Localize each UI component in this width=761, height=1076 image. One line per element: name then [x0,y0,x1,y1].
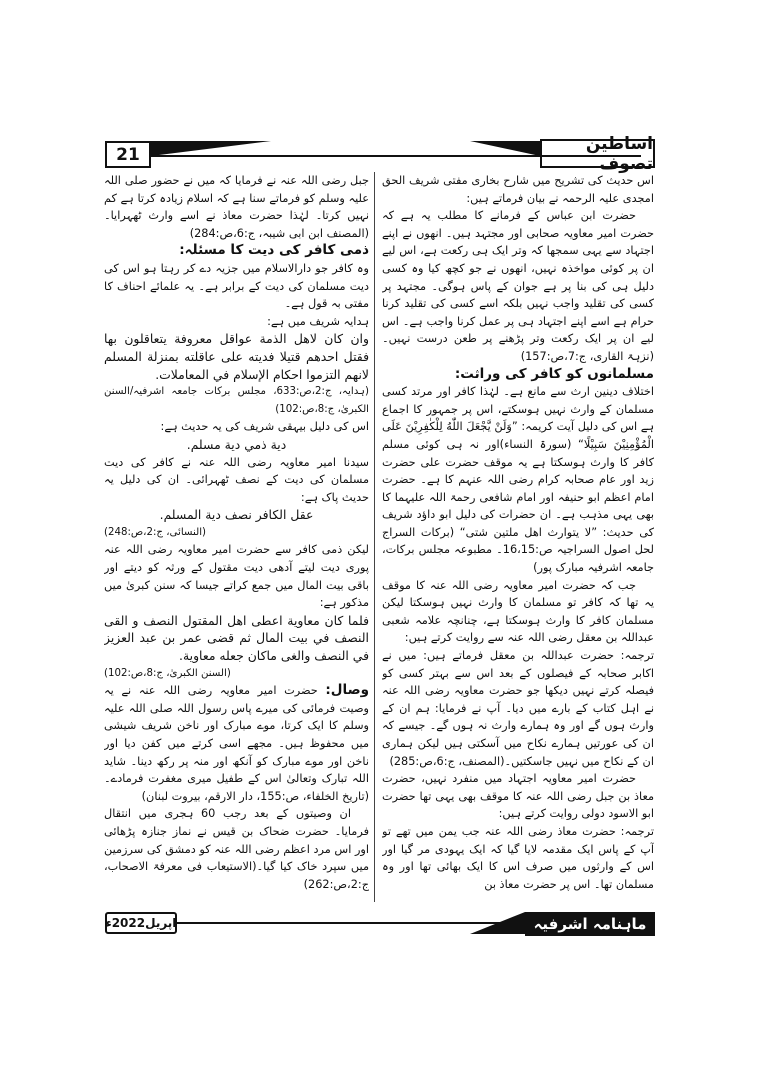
left-ref-hidaya: (ہدایہ، ج:2،ص:633، مجلس برکات جامعہ اشرفیہ/السنن الکبریٰ، ج:8،ص:102) [104,386,369,415]
left-arabic-sunan: فلما كان معاوية اعطى اهل المقتول النصف و القى النصف في بيت المال ثم قضى عمر بن عبد العزيز في النصف والغى ماكان جعله معاوية. [104,612,369,664]
footer-wedge [470,912,525,934]
right-heading-inheritance: مسلمانوں کو کافر کی وراثت: [454,365,654,382]
header-left-wedge [151,141,271,156]
left-arabic-aql: عقل الكافر نصف دية المسلم. [159,507,314,523]
left-text-wisal: حضرت امیر معاویہ رضی اللہ عنہ نے یہ وصیت فرمائی کی میرے پاس رسول اللہ صلی اللہ علیہ وسلم کا ایک کرتا، موے مبارک اور ناخن شریف شیشی میں محفوظ ہیں۔ مجھے اسی کرتے میں کفن دیا اور ناخن اور موے مبارک کو آنکھ اور منہ پر رکھ دینا۔ شاید اللہ تبارک وتعالیٰ اس کے طفیل میری مغفرت فرمادے۔(تاریخ الخلفاء، ص:155، دار الارقم، بیروت لبنان) [104,684,369,803]
right-para-muadh: حضرت امیر معاویہ اجتہاد میں منفرد نہیں، حضرت معاذ بن جبل رضی اللہ عنہ کا موقف بھی یہی تھا حضرت ابو الاسود دولی روایت کرتے ہیں: [382,772,654,821]
page-number: 21 [116,144,140,165]
right-para-muawiya-stance: جب کہ حضرت امیر معاویہ رضی اللہ عنہ کا موقف یہ تھا کہ کافر تو مسلمان کا وارث نہیں ہوسکتا لیکن مسلمان کافر کا وارث ہوسکتا ہے، چنانچہ علامہ شعبی عبداللہ بن معقل رضی اللہ عنہ سے روایت کرتے ہیں: [382,578,654,645]
right-para-ibn-abbas: حضرت ابن عباس کے فرمانے کا مطلب یہ ہے کہ حضرت امیر معاویہ صحابی اور مجتہد ہیں۔ انھوں نے اپنے اجتہاد سے یہی سمجھا کہ وتر ایک ہی رکعت ہے، اس لیے ان پر کوئی مواخذہ نہیں، انھوں نے جو کچھ کیا وہ کسی دلیل ہی کی بنا پر ہے جوان کے پاس ہوگی۔ مجتہد پر کسی کی تقلید واجب نہیں بلکہ اسے کسی کی تقلید کرنا حرام ہے اسے اپنے اجتہاد ہی پر عمل کرنا واجب ہے۔ اس لیے ان پر ایک رکعت وتر پڑھنے پر طعن درست نہیں۔(نزہۃ القاری، ج:7،ص:157) [382,209,654,363]
left-para-dhimmi: وہ کافر جو دارالاسلام میں جزیہ دے کر رہتا ہو اس کی دیت مسلمان کی دیت کے برابر ہے۔ یہ علمائے احناف کا مفتی بہ قول ہے۔ [104,261,369,311]
left-para-death: ان وصیتوں کے بعد رجب 60 ہجری میں انتقال فرمایا۔ حضرت ضحاک بن قیس نے نماز جنازہ پڑھائی اور اس مرد اعظم رضی اللہ عنہ کو دمشق کی سرزمین میں سپرد خاک کیا گیا۔(الاستیعاب فی معرفۃ الاصحاب، ج:2،ص:262) [104,807,369,891]
left-para-full-diya: لیکن ذمی کافر سے حضرت امیر معاویہ رضی اللہ عنہ پوری دیت لیتے آدھی دیت مقتول کے ورثہ کو دیتے اور باقی بیت المال میں جمع کراتے جیسا کہ سنن کبریٰ میں مذکور ہے: [104,543,369,610]
footer-date: اپریل2022ء [105,916,177,930]
left-para-hidaya: ہدایہ شریف میں ہے: [267,314,369,328]
left-arabic-diya: دية ذمي دية مسلم. [186,436,287,452]
column-divider [374,172,375,902]
left-para-muawiya-diya: سیدنا امیر معاویہ رضی اللہ عنہ نے کافر کی دیت مسلمان کی دیت کے نصف ٹھہرائی۔ ان کی دلیل یہ حدیث پاک ہے: [104,455,369,504]
left-heading-dhimmi: ذمی کافر کی دیت کا مسئلہ: [179,242,369,259]
right-column [382,172,654,907]
left-column [104,172,369,907]
right-para-translation-1: ترجمہ: حضرت عبداللہ بن معقل فرماتے ہیں: میں نے اکابر صحابہ کے فیصلوں کے بعد اس سے بہتر کسی کو فیصلہ کرتے نہیں دیکھا جو حضرت معاویہ رضی اللہ عنہ نے اہل کتاب کے بارے میں دیا۔ آپ نے فرمایا: ہم ان کے وارث ہوں گے اور وہ ہمارے وارث نہ ہوں گے۔ جیسے کہ ان کی عورتیں ہمارے نکاح میں آسکتی ہیں لیکن ہماری ان کے نکاح میں نہیں جاسکتیں۔(المصنف، ج:6،ص:285) [382,649,654,768]
right-para-intro: اس حدیث کی تشریح میں شارح بخاری مفتی شریف الحق امجدی علیہ الرحمہ نے بیان فرماتے ہیں: [382,174,654,205]
right-para-translation-2: ترجمہ: حضرت معاذ رضی اللہ عنہ جب یمن میں تھے تو آپ کے پاس ایک مقدمہ لایا گیا کہ ایک یہودی مر گیا اور اس کے وارثوں میں صرف اس کا ایک بھائی تھا اور وہ مسلمان تھا۔ اس پر حضرت معاذ بن [382,824,654,891]
page-number-box [105,141,151,168]
footer-magazine: ماہنامہ اشرفیہ [533,915,647,933]
left-heading-wisal: وصال: [325,682,369,699]
right-para-inheritance: اختلاف دینین ارث سے مانع ہے۔ لہٰذا کافر اور مرتد کسی مسلمان کے وارث نہیں ہوسکتے، اس پر جمہور کا اجماع ہے اس کی دلیل آیت کریمہ: ”وَلَنْ يَّجْعَلَ اللّٰهُ لِلْكٰفِرِيْنَ عَلَى الْمُؤْمِنِيْنَ سَبِيْلًا“ (سورۃ النساء)اور نہ ہی کوئی مسلم کافر کا وارث ہوسکتا ہے یہ موقف حضرت علی حضرت زید اور عام صحابہ کرام رضی اللہ عنہم کا ہے۔ حضرت امام اعظم ابو حنیفہ اور امام شافعی رحمۃ اللہ علیہما کا بھی یہی مذہب ہے۔ ان حضرات کی دلیل ابو داؤد شریف کی حدیث: ”لا يتوارث اهل ملتين شتى“ (برکات السراج لحل اصول السراجیہ ص:16،15۔ مطبوعہ مجلس برکات، جامعہ اشرفیہ مبارک پور) [382,385,654,575]
left-para-wisal [104,682,369,805]
left-para-muadh-cont: جبل رضی اللہ عنہ نے فرمایا کہ میں نے حضور صلی اللہ علیہ وسلم کو فرماتے سنا ہے کہ اسلام زیادہ کرتا ہے کم نہیں کرتا۔ لہٰذا حضرت معاذ نے اسے وارث ٹھہرایا۔(المصنف ابن ابی شیبہ، ج:6،ص:284) [104,174,369,240]
footer-date-box [105,912,177,934]
header-right-wedge [470,141,540,156]
header-title: اساطین تصوف [585,133,653,174]
left-ref-sunan: (السنن الکبریٰ، ج:8،ص:102) [104,667,231,679]
footer-magazine-box [525,912,655,936]
left-para-bayhaqi: اس کی دلیل بیہقی شریف کی یہ حدیث ہے: [160,420,369,434]
left-ref-nasai: (النسائی، ج:2،ص:248) [104,526,207,538]
left-arabic-hidaya: وان كان لاهل الذمة عواقل معروفة يتعاقلون بها فقتل احدهم قتيلا فديته على عاقلته بمنزلة المسلم لانهم التزموا احكام الإسلام في المعاملات. [104,331,369,382]
header-title-box [540,133,655,174]
